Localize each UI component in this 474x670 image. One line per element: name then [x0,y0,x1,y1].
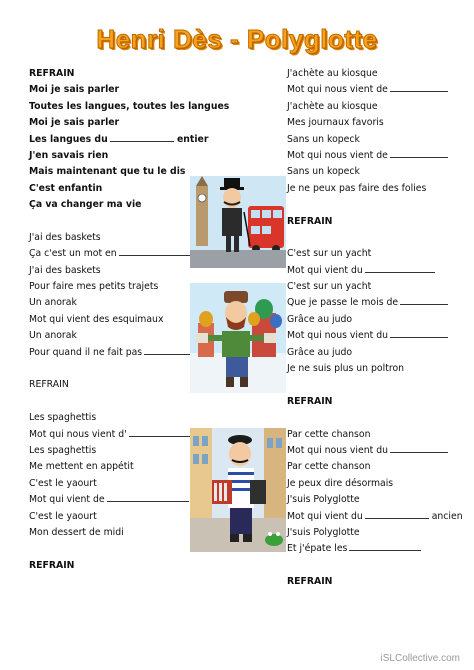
right-lyric-line [287,459,449,475]
lyric-text: REFRAIN [29,559,75,571]
lyric-text: Ça va changer ma vie [29,199,142,211]
lyric-text: Mot qui vient des esquimaux [29,313,164,325]
left-lyric-line [29,132,209,148]
lyric-text: C'est sur un yacht [287,248,372,260]
lyric-text: Moi je sais parler [29,117,120,129]
left-lyric-line [29,164,191,180]
left-lyric-line [29,509,191,525]
lyric-text: C'est sur un yacht [287,281,372,293]
lyric-text: Mais maintenant que tu le dis [29,166,186,178]
lyric-text: J'ai des baskets [29,231,101,243]
left-spacer [29,214,191,230]
lyric-text: Les spaghettis [29,412,97,424]
left-lyric-line [29,459,191,475]
right-lyric-line [287,66,449,82]
lyric-text: J'en savais rien [29,149,109,161]
lyric-text: Je peux dire désormais [287,477,394,489]
left-spacer [29,394,191,410]
fill-in-blank[interactable] [349,541,421,551]
lyric-text-after-blank: ancien [431,510,463,522]
fill-in-blank[interactable] [390,443,448,453]
left-lyric-line [29,115,191,131]
left-lyric-line [29,476,191,492]
fill-in-blank[interactable] [110,132,174,142]
lyric-text: J'achète au kiosque [287,100,378,112]
lyric-text: J'suis Polyglotte [287,526,360,538]
lyric-text: Toutes les langues, toutes les langues [29,100,230,112]
right-lyric-line [287,279,449,295]
lyric-text: Un anorak [29,297,77,309]
illustration-london [190,176,286,268]
lyric-text: Mot qui nous vient de [287,149,388,161]
left-lyric-line [29,99,230,115]
lyric-text: Grâce au judo [287,346,353,358]
lyric-text: Grâce au judo [287,313,353,325]
lyric-text: J'suis Polyglotte [287,494,360,506]
lyric-text: C'est le yaourt [29,477,97,489]
right-lyric-line [287,427,449,443]
right-column [287,66,463,591]
right-lyric-line [287,246,449,262]
lyric-text: Un anorak [29,330,77,342]
right-lyric-line [287,492,449,508]
left-spacer [29,541,191,557]
right-lyric-line [287,295,449,311]
lyric-text: Ça c'est un mot en [29,248,117,260]
right-lyric-line [287,115,449,131]
right-lyric-line [287,345,449,361]
lyric-text: Mot qui vient de [29,494,105,506]
lyric-text: REFRAIN [29,68,75,79]
fill-in-blank[interactable] [390,328,448,338]
left-lyric-line [29,263,191,279]
lyric-text: Je ne suis plus un poltron [287,363,405,375]
left-lyric-line [29,492,191,508]
left-lyric-line [29,246,191,262]
fill-in-blank[interactable] [390,148,448,158]
lyric-text: Mot qui vient du [287,264,363,276]
lyric-text: Par cette chanson [287,428,371,440]
lyric-text: Je ne peux pas faire des folies [287,182,427,194]
lyric-text: REFRAIN [287,215,333,227]
lyric-text: Mon dessert de midi [29,526,124,538]
worksheet-title: Henri Dès - Polyglotte [96,24,378,54]
fill-in-blank[interactable] [119,246,193,256]
right-lyric-line [287,361,449,377]
london-scene-image [190,176,286,268]
left-lyric-line [29,197,191,213]
right-lyric-line [287,214,449,230]
left-lyric-line [29,427,191,443]
right-lyric-line [287,132,449,148]
lyric-text: J'achète au kiosque [287,68,378,79]
left-lyric-line [29,279,191,295]
right-lyric-line [287,82,449,98]
lyric-text: Par cette chanson [287,461,371,473]
left-lyric-line [29,82,191,98]
russia-scene-image [190,283,286,393]
right-lyric-line [287,328,449,344]
lyric-text: Mot qui nous vient d' [29,428,127,440]
lyric-text: Sans un kopeck [287,166,360,178]
lyric-text: Sans un kopeck [287,133,360,145]
lyric-text: Mes journaux favoris [287,117,384,129]
right-lyric-line [287,148,449,164]
left-lyric-line [29,312,191,328]
fill-in-blank[interactable] [390,82,448,92]
lyric-text: Pour faire mes petits trajets [29,281,159,293]
illustration-russia [190,283,286,393]
lyric-text: Mot qui nous vient du [287,444,389,456]
fill-in-blank[interactable] [107,492,189,502]
right-lyric-line [287,541,449,557]
lyric-text: J'ai des baskets [29,264,101,276]
right-lyric-line [287,509,463,525]
lyric-text: Mot qui vient du [287,510,363,522]
right-lyric-line [287,525,449,541]
fill-in-blank[interactable] [365,263,435,273]
left-spacer [29,361,191,377]
france-scene-image [190,428,286,552]
left-lyric-line [29,66,191,82]
right-lyric-line [287,443,449,459]
lyric-text: Mot qui nous vient de [287,84,388,96]
right-lyric-line [287,99,449,115]
left-lyric-line [29,181,191,197]
lyric-text-after-blank: entier [176,133,209,145]
left-lyric-line [29,443,191,459]
fill-in-blank[interactable] [144,345,196,355]
fill-in-blank[interactable] [129,427,199,437]
right-spacer [287,410,449,426]
right-lyric-line [287,312,449,328]
right-lyric-line [287,476,449,492]
footer-watermark: iSLCollective.com [380,653,460,664]
lyric-text: REFRAIN [29,379,69,391]
lyric-text: Les spaghettis [29,444,97,456]
left-lyric-line [29,525,191,541]
right-spacer [287,377,449,393]
right-spacer [287,230,449,246]
lyric-text: C'est enfantin [29,182,103,194]
lyric-text: Que je passe le mois de [287,297,399,309]
left-lyric-line [29,295,191,311]
fill-in-blank[interactable] [400,295,448,305]
lyric-text: Pour quand il ne fait pas [29,346,143,358]
right-spacer [287,558,449,574]
lyric-text: Mot qui nous vient du [287,330,389,342]
left-lyric-line [29,230,191,246]
left-lyric-line [29,345,191,361]
right-lyric-line [287,263,449,279]
left-lyric-line [29,148,191,164]
lyric-text: Moi je sais parler [29,84,120,96]
left-lyric-line [29,410,191,426]
lyric-text: REFRAIN [287,395,333,407]
lyric-text: REFRAIN [287,576,333,588]
lyric-text: Les langues du [29,133,108,145]
right-lyric-line [287,181,449,197]
left-lyric-line [29,558,191,574]
fill-in-blank[interactable] [365,509,429,519]
right-lyric-line [287,574,449,590]
left-lyric-line [29,377,191,393]
lyric-text: Me mettent en appétit [29,461,134,473]
lyric-text: Et j'épate les [287,543,348,555]
lyric-text: C'est le yaourt [29,510,97,522]
left-lyric-line [29,328,191,344]
right-spacer [287,197,449,213]
right-lyric-line [287,394,449,410]
right-lyric-line [287,164,449,180]
illustration-france [190,428,286,552]
left-column [29,66,230,574]
